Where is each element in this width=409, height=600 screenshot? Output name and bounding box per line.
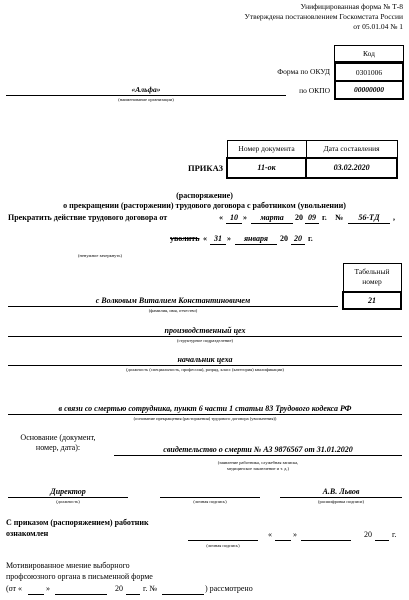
doc-number-header: Номер документа [227, 141, 306, 158]
employee-signature-line [188, 540, 258, 541]
acquainted-g: г. [392, 530, 397, 539]
employee-name: с Волковым Виталием Константиновичем [95, 296, 251, 305]
union-reviewed: ) рассмотрено [205, 584, 253, 593]
signer-sign-caption: (личная подпись) [193, 499, 227, 504]
form-header-line2: Утверждена постановлением Госкомстата России [244, 12, 403, 21]
basis-caption-line2: медицинское заключение и т. д.) [226, 466, 289, 471]
termination-ground: в связи со смертью сотрудника, пункт 6 части 1 статьи 83 Трудового кодекса РФ [58, 404, 352, 413]
dismiss-year: 20 [294, 234, 302, 243]
terminate-month: марта [260, 213, 284, 222]
union-number-line [162, 594, 204, 595]
signature-line [160, 497, 260, 498]
form-header-line1: Унифицированная форма № Т-8 [300, 2, 403, 11]
terminate-year: 09 [308, 213, 316, 222]
signer-position-caption: (должность) [56, 499, 80, 504]
terminate-q-close: » [243, 213, 247, 222]
doc-date-header: Дата составления [306, 141, 397, 158]
acquainted-year-prefix: 20 [364, 530, 372, 539]
tabnum-header [343, 264, 401, 292]
order-table [226, 140, 398, 179]
order-title: ПРИКАЗ [188, 163, 223, 173]
dismiss-q-open: « [203, 234, 207, 243]
strike-caption: (ненужное зачеркнуть) [78, 253, 122, 258]
union-g-num: г. № [143, 584, 158, 593]
basis-caption-line1: (заявление работника, служебная записка, [217, 460, 299, 465]
tabnum-table [342, 263, 402, 310]
dismiss-word: уволить [170, 234, 200, 243]
terminate-g: г. [322, 213, 327, 222]
union-year-prefix: 20 [115, 584, 123, 593]
terminate-q-open: « [219, 213, 223, 222]
union-month-line [55, 594, 107, 595]
basis-document: свидетельство о смерти № АЗ 9876567 от 31.01.2020 [163, 445, 353, 454]
okud-label: Форма по ОКУД [277, 67, 330, 76]
okud-value: 0301006 [334, 62, 404, 81]
heading-line1: (распоряжение) [176, 191, 233, 200]
union-from: (от « [6, 584, 23, 593]
employee-position: начальник цеха [177, 355, 233, 364]
dismiss-year-prefix: 20 [280, 234, 288, 243]
terminate-comma: , [393, 213, 395, 222]
signer-position: Директор [50, 487, 86, 496]
signer-name: А.В. Львов [322, 487, 360, 496]
order-number: 11-ок [227, 158, 306, 178]
acquainted-line2: ознакомлен [6, 529, 49, 538]
order-date: 03.02.2020 [306, 158, 397, 178]
acquainted-line1: С приказом (распоряжением) работник [6, 518, 149, 527]
acquainted-month-line [301, 540, 351, 541]
tabnum-value: 21 [343, 292, 401, 309]
basis-label-line2: номер, дата): [35, 443, 81, 452]
acquainted-sign-caption: (личная подпись) [206, 543, 240, 548]
employee-department: производственный цех [164, 326, 246, 335]
union-line2: профсоюзного органа в письменной форме [6, 572, 153, 581]
termination-ground-caption: (основание прекращения (расторжения) трудового договора (увольнения)) [133, 416, 277, 421]
basis-label-line1: Основание (документ, [20, 433, 96, 442]
employee-position-caption: (должность (специальность, профессия), разряд, класс (категория) квалификации) [126, 367, 284, 372]
dismiss-day: 31 [214, 234, 222, 243]
heading-line2: о прекращении (расторжении) трудового договора с работником (увольнении) [63, 201, 346, 210]
okpo-value: 00000000 [334, 81, 404, 100]
acquainted-day-line [275, 540, 291, 541]
tabnum-header-line2: номер [362, 277, 382, 287]
tabnum-header-line1: Табельный [354, 267, 390, 277]
okpo-label: по ОКПО [299, 86, 330, 95]
terminate-contract-number: 56-ТД [358, 213, 380, 222]
employee-department-caption: (структурное подразделение) [177, 338, 233, 343]
acquainted-q-open: « [268, 530, 272, 539]
terminate-num-sign: № [335, 213, 344, 222]
organization-name: «Альфа» [131, 85, 161, 94]
acquainted-year-line [375, 540, 389, 541]
dismiss-g: г. [308, 234, 313, 243]
employee-name-caption: (фамилия, имя, отчество) [148, 308, 198, 313]
union-year-line [126, 594, 140, 595]
terminate-day: 10 [230, 213, 238, 222]
union-line1: Мотивированное мнение выборного [6, 561, 130, 570]
dismiss-month: января [243, 234, 269, 243]
union-q-close: » [46, 584, 50, 593]
terminate-year-prefix: 20 [295, 213, 303, 222]
signer-name-caption: (расшифровка подписи) [318, 499, 364, 504]
dismiss-q-close: » [227, 234, 231, 243]
form-header-line3: от 05.01.04 № 1 [353, 22, 403, 31]
organization-caption: (наименование организации) [118, 97, 174, 102]
union-day-line [28, 594, 44, 595]
code-header: Код [334, 45, 404, 62]
terminate-prefix: Прекратить действие трудового договора от [8, 213, 168, 222]
acquainted-q-close: » [293, 530, 297, 539]
